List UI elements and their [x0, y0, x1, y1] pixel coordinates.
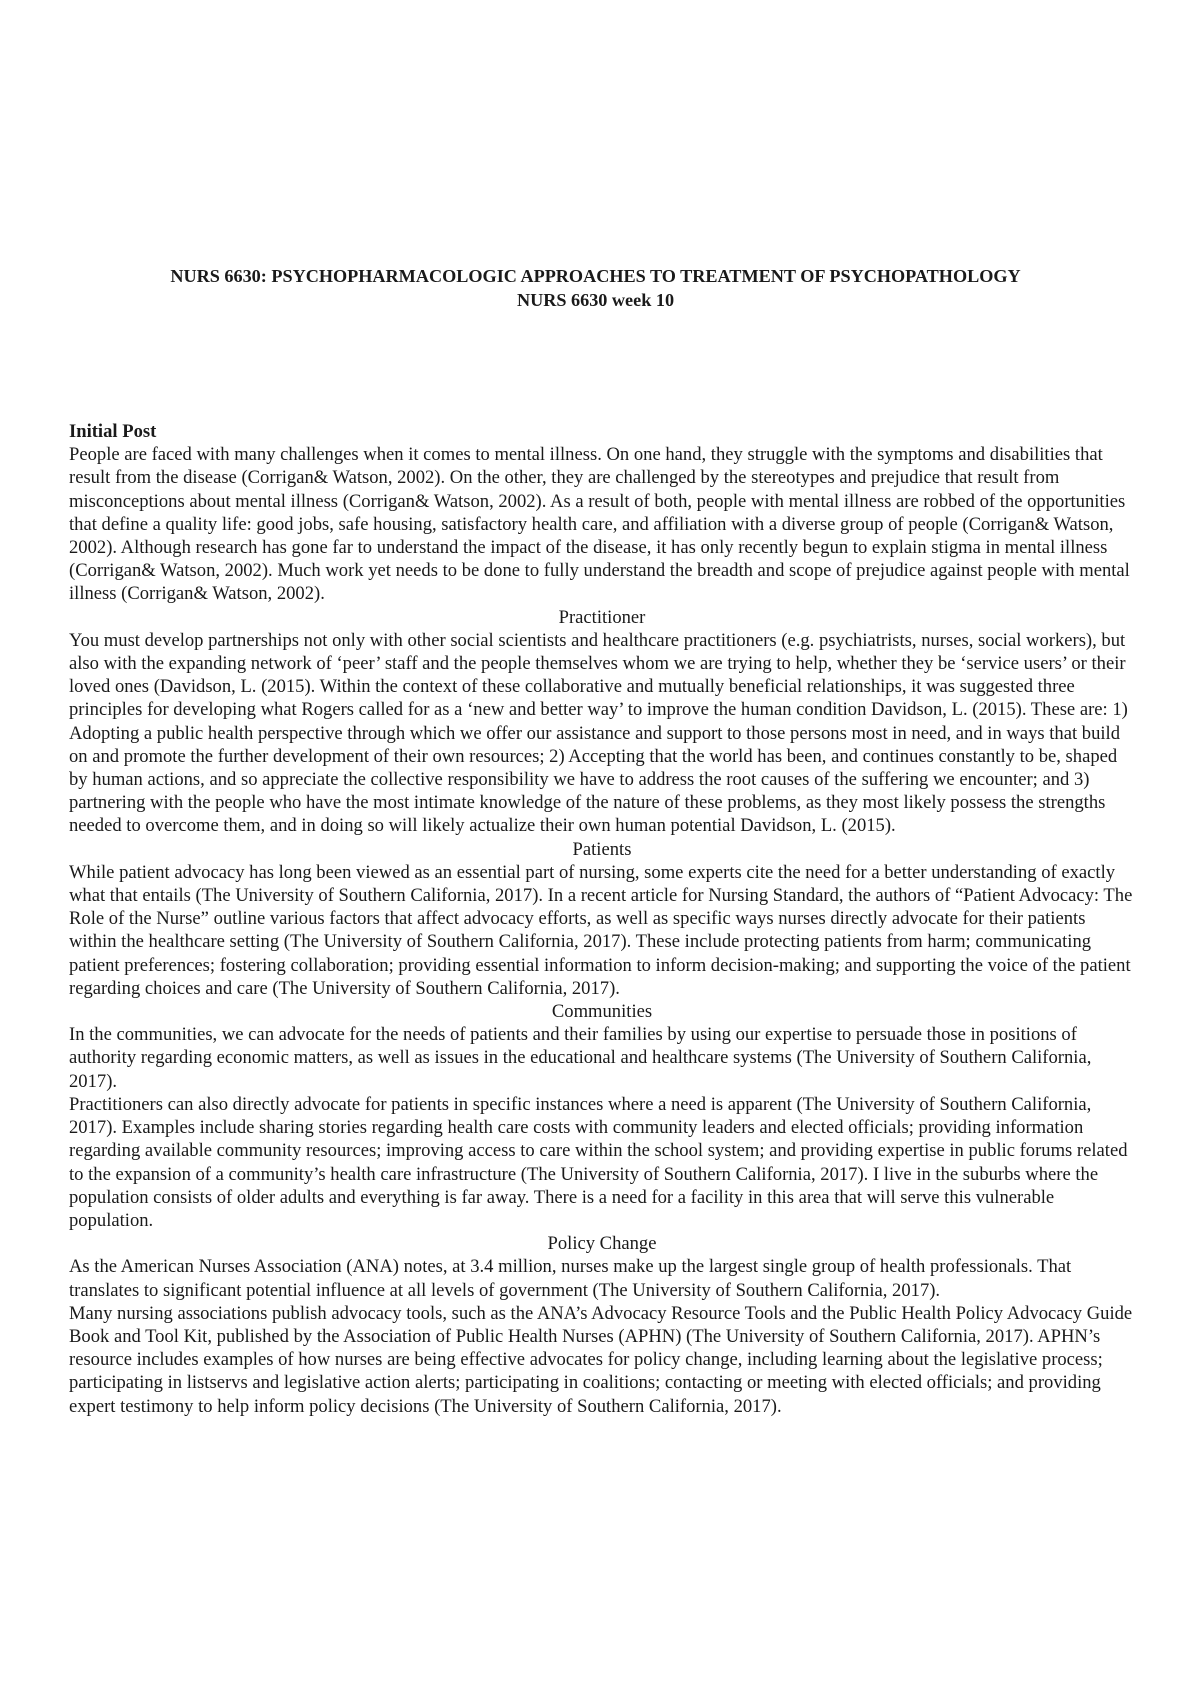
communities-heading: Communities — [551, 1001, 653, 1023]
policy-change-paragraph-1: As the American Nurses Association (ANA) notes, at 3.4 million, nurses make up the largest single group of health professionals. That translates to significant potential influence at all levels of government (The University of Southern California, 2017). — [69, 1256, 1072, 1301]
initial-post-heading: Initial Post — [69, 421, 157, 442]
title-line-2: NURS 6630 week 10 — [516, 290, 675, 310]
communities-paragraph-2: Practitioners can also directly advocate for patients in specific instances where a need is apparent (The University of Southern California, 2017). Examples include sharing stories regarding health care costs with community leaders and elected officials; providing information regarding available community resources; improving access to care within the school system; and providing expertise in public forums related to the expansion of a community’s health care infrastructure (The University of Southern California, 2017). I live in the suburbs where the population consists of older adults and everything is far away. There is a need for a facility in this area that will serve this vulnerable population. — [69, 1093, 1128, 1231]
document-body — [69, 420, 1135, 1418]
policy-change-heading: Policy Change — [547, 1233, 657, 1255]
patients-paragraph: While patient advocacy has long been viewed as an essential part of nursing, some experts cite the need for a better understanding of exactly what that entails (The University of Southern California, 2017). In a recent article for Nursing Standard, the authors of “Patient Advocacy: The Role of the Nurse” outline various factors that affect advocacy efforts, as well as specific ways nurses directly advocate for their patients within the healthcare setting (The University of Southern California, 2017). These include protecting patients from harm; communicating patient preferences; fostering collaboration; providing essential information to inform decision-making; and supporting the voice of the patient regarding choices and care (The University of Southern California, 2017). — [69, 861, 1133, 999]
communities-paragraph-1: In the communities, we can advocate for the needs of patients and their families by using our expertise to persuade those in positions of authority regarding economic matters, as well as issues in the educational and healthcare systems (The University of Southern California, 2017). — [69, 1024, 1092, 1092]
patients-heading: Patients — [572, 838, 632, 860]
title-line-1: NURS 6630: PSYCHOPHARMACOLOGIC APPROACHES TO TREATMENT OF PSYCHOPATHOLOGY — [170, 266, 1021, 286]
practitioner-heading: Practitioner — [558, 606, 646, 628]
practitioner-paragraph: You must develop partnerships not only with other social scientists and healthcare practitioners (e.g. psychiatrists, nurses, social workers), but also with the expanding network of ‘peer’ staff and the people themselves whom we are trying to help, whether they be ‘service users’ or their loved ones (Davidson, L. (2015). Within the context of these collaborative and mutually beneficial relationships, it was suggested three principles for developing what Rogers called for as a ‘new and better way’ to improve the human condition Davidson, L. (2015). These are: 1) Adopting a public health perspective through which we offer our assistance and support to those persons most in need, and in ways that build on and promote the further development of their own resources; 2) Accepting that the world has been, and continues constantly to be, shaped by human actions, and so appreciate the collective responsibility we have to address the root causes of the suffering we encounter; and 3) partnering with the people who have the most intimate knowledge of the nature of these problems, as they most likely possess the strengths needed to overcome them, and in doing so will likely actualize their own human potential Davidson, L. (2015). — [69, 629, 1128, 837]
initial-post-paragraph: People are faced with many challenges when it comes to mental illness. On one hand, they struggle with the symptoms and disabilities that result from the disease (Corrigan& Watson, 2002). On the other, they are challenged by the stereotypes and prejudice that result from misconceptions about mental illness (Corrigan& Watson, 2002). As a result of both, people with mental illness are robbed of the opportunities that define a quality life: good jobs, safe housing, satisfactory health care, and affiliation with a diverse group of people (Corrigan& Watson, 2002). Although research has gone far to understand the impact of the disease, it has only recently begun to explain stigma in mental illness (Corrigan& Watson, 2002). Much work yet needs to be done to fully understand the breadth and scope of prejudice against people with mental illness (Corrigan& Watson, 2002). — [69, 444, 1130, 605]
document-title — [0, 264, 1191, 312]
policy-change-paragraph-2: Many nursing associations publish advocacy tools, such as the ANA’s Advocacy Resource Tools and the Public Health Policy Advocacy Guide Book and Tool Kit, published by the Association of Public Health Nurses (APHN) (The University of Southern California, 2017). APHN’s resource includes examples of how nurses are being effective advocates for policy change, including learning about the legislative process; participating in listservs and legislative action alerts; participating in coalitions; contacting or meeting with elected officials; and providing expert testimony to help inform policy decisions (The University of Southern California, 2017). — [69, 1302, 1133, 1417]
